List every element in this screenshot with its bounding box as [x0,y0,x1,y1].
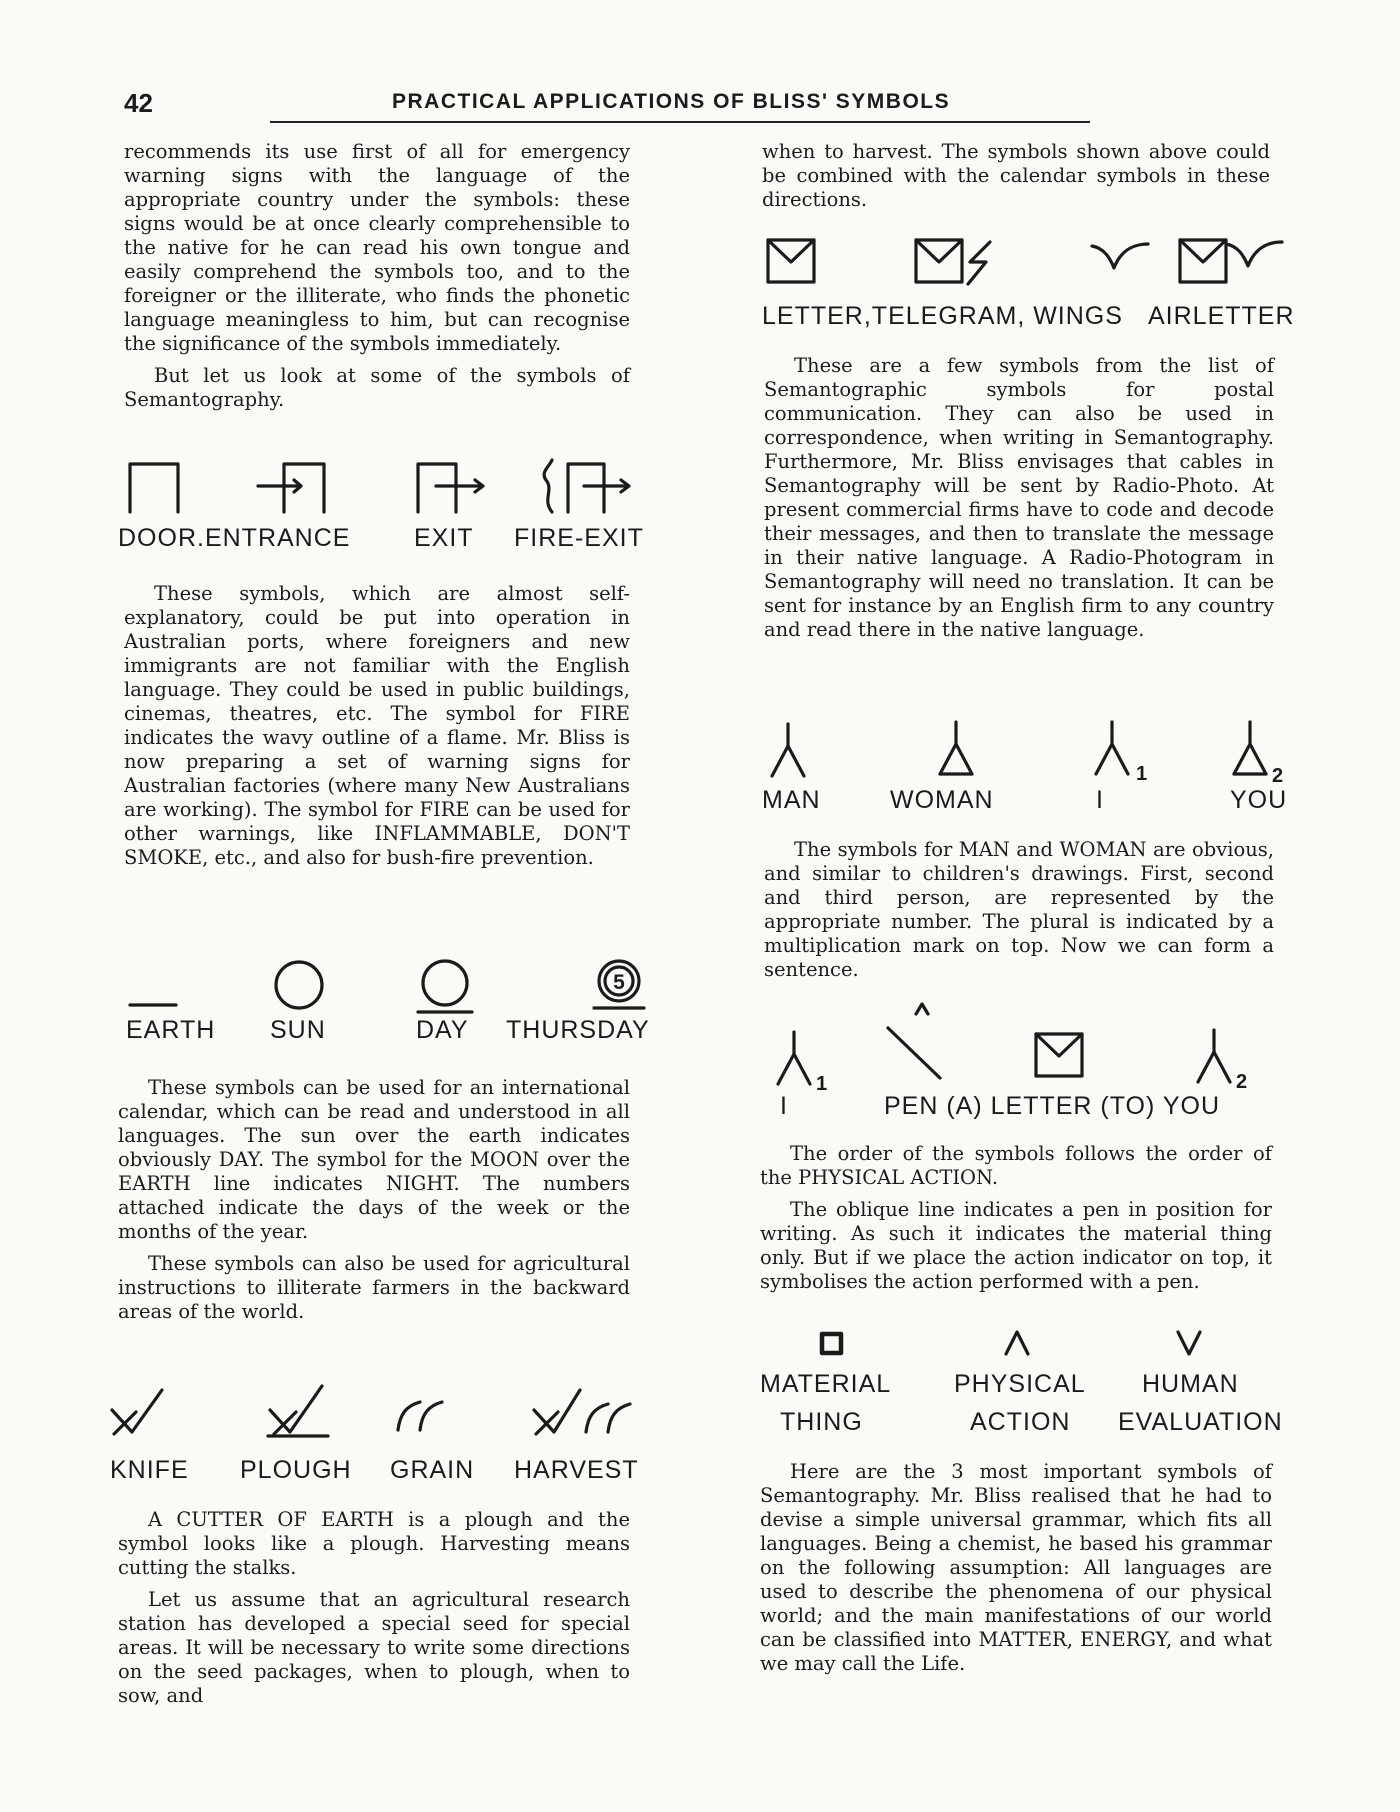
label-plough: PLOUGH [240,1456,352,1484]
label-evaluation: EVALUATION [1118,1408,1283,1436]
label-thing: THING [780,1408,863,1436]
right-col-block-2 [764,354,1274,650]
label-exit: EXIT [414,524,474,552]
label-physical: PHYSICAL [954,1370,1086,1398]
label-human: HUMAN [1142,1370,1239,1398]
label-man: MAN [762,786,821,814]
label-door-entrance: DOOR.ENTRANCE [118,524,351,552]
exit-door-symbol [412,456,492,516]
label-woman: WOMAN [890,786,994,814]
left-paragraph-2: But let us look at some of the symbols of Semantography. [124,364,630,411]
physical-action-symbol [1002,1328,1032,1358]
right-paragraph-2: These are a few symbols from the list of Semantographic symbols for postal communication. They can also be used in correspondence, when writing in Semantography. Furthermore, Mr. Bliss envisages that cables in Semantography will be sent by Radio-Photo. At present commercial firms have to code and decode their messages, and then to translate the message in their native language. A Radio-Photogram in Semantography will need no translation. It can be sent for instance by an English firm to any country and read there in the native language. [764,354,1274,641]
wings-symbol [1088,238,1152,274]
calendar-labels [126,1016,656,1048]
label-sentence-i: I [780,1092,788,1120]
label-grain: GRAIN [390,1456,475,1484]
right-paragraph-5: The oblique line indicates a pen in position for writing. As such it indicates the material thing only. But if we place the action indicator on top, it symbolises the action performed with a pen. [760,1198,1272,1293]
plough-symbol [264,1378,334,1442]
left-paragraph-3: These symbols, which are almost self-explanatory, could be put into operation in Australian ports, where foreigners and new immigrants are not familiar with the English language. They could be used in public buildings, cinemas, theatres, etc. The symbol for FIRE indicates the wavy outline of a flame. Mr. Bliss is now preparing a set of warning signs for Australian factories (where many New Australians are working). The symbol for FIRE can be used for other warnings, like INFLAMMABLE, DON'T SMOKE, etc., and also for bush-fire prevention. [124,582,630,869]
label-earth: EARTH [126,1016,216,1044]
label-action: ACTION [970,1408,1071,1436]
running-title: PRACTICAL APPLICATIONS OF BLISS' SYMBOLS [392,90,951,113]
telegram-symbol [912,236,1008,288]
sun-symbol [272,958,326,1012]
sentence-letter-symbol [1032,1030,1088,1082]
label-sentence-rest: PEN (A) LETTER (TO) YOU [884,1092,1221,1120]
left-paragraph-7: Let us assume that an agricultural research station has developed a special seed for special areas. It will be necessary to write some directions on the seed packages, when to plough, when to sow, and [118,1588,630,1707]
right-paragraph-1: when to harvest. The symbols shown above could be combined with the calendar symbols in these directions. [762,140,1270,211]
thursday-symbol [588,954,650,1016]
grammar-labels [760,1370,1290,1450]
sentence-labels [780,1092,1290,1124]
label-material: MATERIAL [760,1370,892,1398]
right-col-block-5 [760,1460,1272,1684]
earth-symbol [128,1000,178,1010]
you-symbol [1230,718,1290,787]
right-col-block-4 [760,1142,1272,1302]
grain-symbol [390,1394,460,1434]
knife-symbol [108,1382,168,1442]
person-labels [762,786,1292,818]
label-day: DAY [416,1016,469,1044]
exit-symbol [254,456,334,516]
agriculture-labels [110,1456,650,1488]
man-symbol [768,720,808,780]
right-paragraph-4: The order of the symbols follows the order of the PHYSICAL ACTION. [760,1142,1272,1189]
header-rule [270,121,1090,123]
label-fire-exit: FIRE-EXIT [514,524,644,552]
label-i: I [1096,786,1104,814]
fire-exit-symbol [538,456,648,516]
left-col-block-3 [118,1076,630,1332]
woman-symbol [936,718,976,780]
sentence-you-symbol [1194,1026,1254,1092]
right-col-block-3 [764,838,1274,990]
human-evaluation-symbol [1174,1328,1204,1358]
material-thing-symbol [818,1330,846,1358]
pen-action-symbol [882,1000,952,1084]
thursday-number: 5 [613,971,625,994]
label-sun: SUN [270,1016,326,1044]
page-number: 42 [124,88,153,118]
you-number: 2 [1272,765,1284,787]
door-symbol [126,458,186,518]
sentence-you-number: 2 [1236,1071,1248,1093]
airletter-symbol [1176,236,1286,288]
left-col-block-4 [118,1508,630,1716]
label-you: YOU [1230,786,1288,814]
i-symbol [1092,718,1152,785]
left-paragraph-4: These symbols can be used for an international calendar, which can be read and understood in all languages. The sun over the earth indicates obviously DAY. The symbol for the MOON over the EARTH line indicates NIGHT. The numbers attached indicate the days of the week or the months of the year. [118,1076,630,1243]
label-knife: KNIFE [110,1456,189,1484]
label-harvest: HARVEST [514,1456,639,1484]
right-paragraph-3: The symbols for MAN and WOMAN are obvious, and similar to children's drawings. First, second and third person, are represented by the appropriate number. The plural is indicated by a multiplication mark on top. Now we can form a sentence. [764,838,1274,981]
label-thursday: THURSDAY [506,1016,650,1044]
right-paragraph-6: Here are the 3 most important symbols of Semantography. Mr. Bliss realised that he had to devise a simple universal grammar, which fits all languages. Being a chemist, he based his grammar on the following assumption: All languages are used to describe the phenomena of our physical world; and the main manifestations of our world can be classified into MATTER, ENERGY, and what we may call the Life. [760,1460,1272,1675]
label-airletter: AIRLETTER [1148,302,1295,330]
postal-labels [762,302,1295,334]
harvest-symbol [530,1382,640,1442]
left-paragraph-5: These symbols can also be used for agricultural instructions to illiterate farmers in the backward areas of the world. [118,1252,630,1323]
left-paragraph-6: A CUTTER OF EARTH is a plough and the symbol looks like a plough. Harvesting means cutting the stalks. [118,1508,630,1579]
label-letter-telegram-wings: LETTER,TELEGRAM, WINGS [762,302,1123,330]
left-paragraph-1: recommends its use first of all for emergency warning signs with the language of the appropriate country under the symbols: these signs would be at once clearly comprehensible to the native for he can read his own tongue and easily comprehend the symbols too, and to the foreigner or the illiterate, who finds the phonetic language meaningless to him, but can recognise the significance of the symbols immediately. [124,140,630,355]
sentence-i-number: 1 [816,1073,828,1095]
letter-symbol [764,236,820,288]
door-exit-labels [118,524,648,556]
day-symbol [414,956,476,1018]
i-number: 1 [1136,763,1148,785]
sentence-i-symbol [774,1028,834,1095]
right-col-block-1 [762,140,1270,220]
left-col-block-1 [124,140,630,420]
left-col-block-2 [124,582,630,878]
